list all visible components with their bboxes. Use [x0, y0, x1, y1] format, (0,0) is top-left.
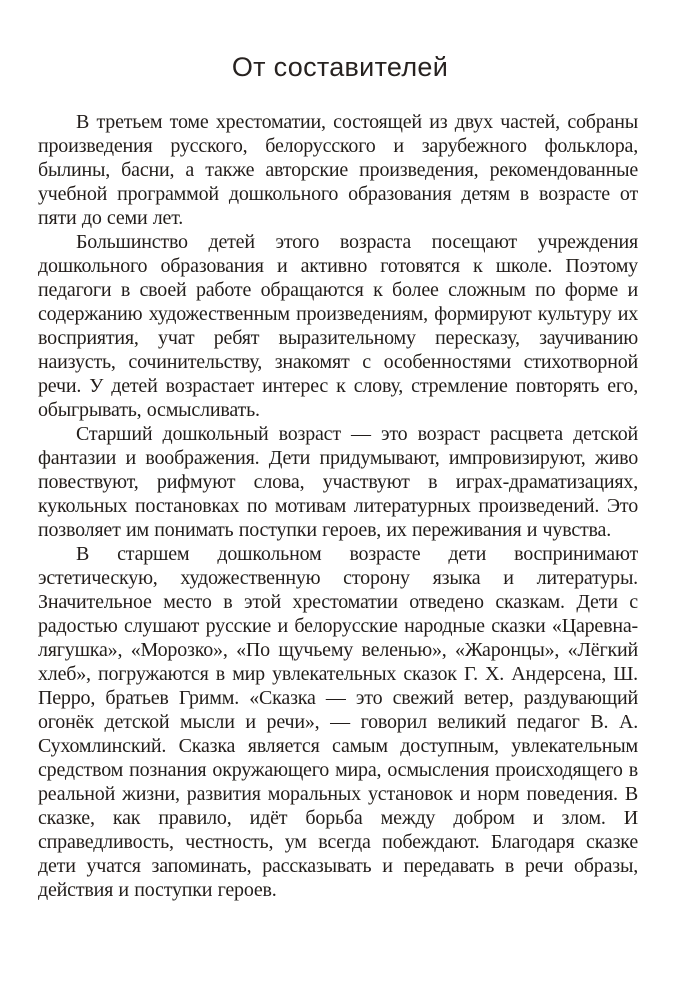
paragraph-intro-volume: В третьем томе хрестоматии, состоящей из двух частей, собраны произведения русского, белорусского и зарубежного фольклора, былины, басни, а также авторские произведения, рекомендованные учебной программой дошкольного образования детям в возрасте от пяти до семи лет. [38, 111, 638, 229]
paragraph-fairy-tales: В старшем дошкольном возрасте дети воспринимают эстетическую, художественную сторону языка и литературы. Значительное место в этой хрестоматии отведено сказкам. Дети с радостью слушают русские и белорусские народные сказки «Царевна-лягушка», «Морозко», «По щучьему веленью», «Жаронцы», «Лёгкий хлеб», погружаются в мир увлекательных сказок Г. Х. Андерсена, Ш. Перро, братьев Гримм. «Сказка — это свежий ветер, раздувающий огонёк детской мысли и речи», — говорил великий педагог В. А. Сухомлинский. Сказка является самым доступным, увлекательным средством познания окружающего мира, осмысления происходящего в реальной жизни, развития моральных установок и норм поведения. В сказке, как правило, идёт борьба между добром и злом. И справедливость, честность, ум всегда побеждают. Благодаря сказке дети учатся запоминать, рассказывать и передавать в речи образы, действия и поступки героев. [38, 543, 638, 901]
page-title: От составителей [231, 52, 449, 82]
page-body [0, 110, 680, 902]
paragraph-senior-preschool-age: Старший дошкольный возраст — это возраст расцвета детской фантазии и воображения. Дети придумывают, импровизируют, живо повествуют, рифмуют слова, участвуют в играх-драматизациях, кукольных постановках по мотивам литературных произведений. Это позволяет им понимать поступки героев, их переживания и чувства. [38, 423, 638, 541]
paragraph-preschool-education: Большинство детей этого возраста посещают учреждения дошкольного образования и активно готовятся к школе. Поэтому педагоги в своей работе обращаются к более сложным по форме и содержанию художественным произведениям, формируют культуру их восприятия, учат ребят выразительному пересказу, заучиванию наизусть, сочинительству, знакомят с особенностями стихотворной речи. У детей возрастает интерес к слову, стремление повторять его, обыгрывать, осмысливать. [38, 231, 638, 421]
